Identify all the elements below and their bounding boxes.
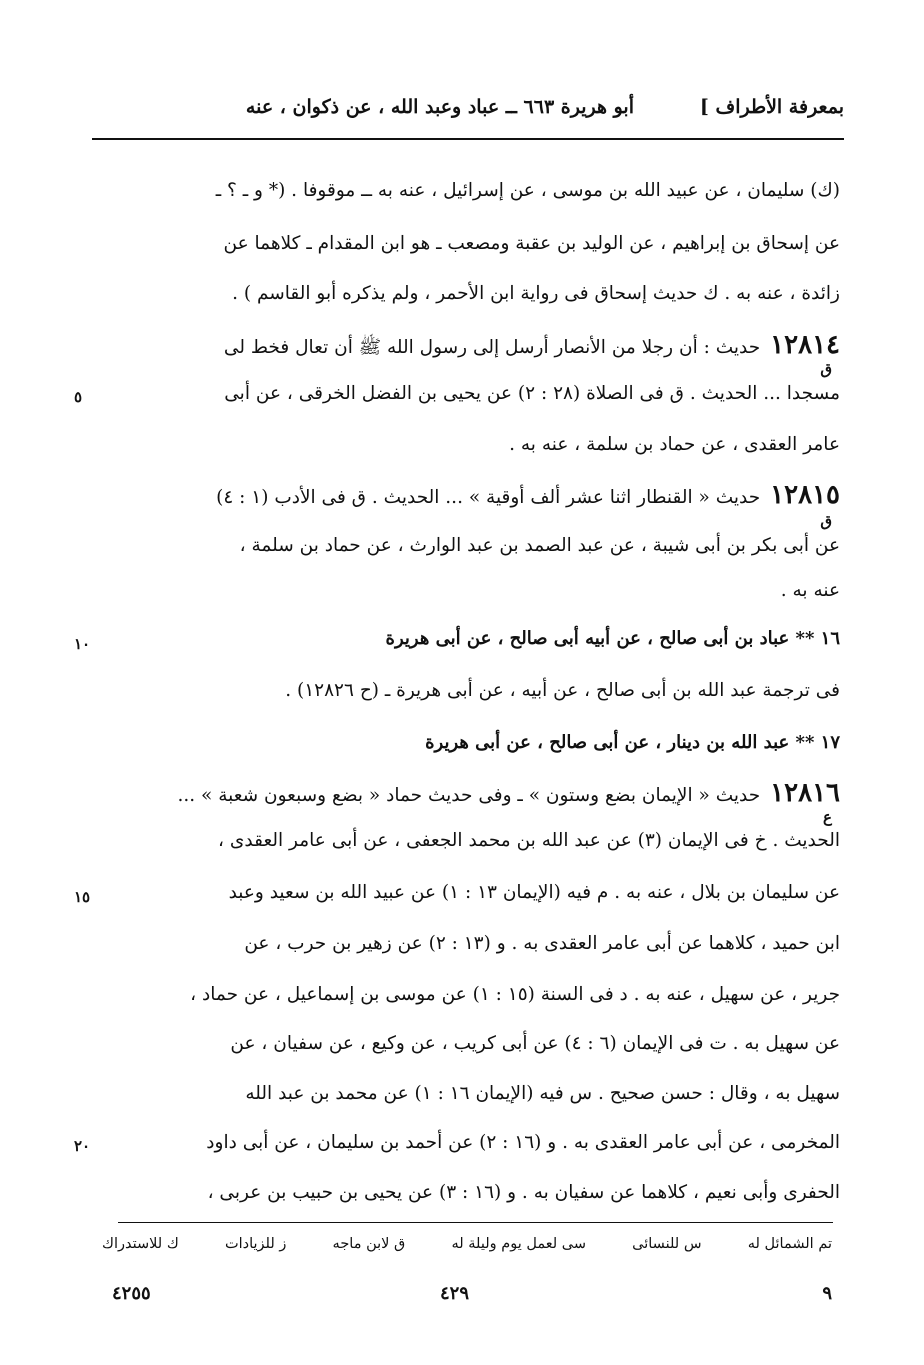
text-line: جرير ، عن سهيل ، عنه به . د فى السنة (١٥ : ١) عن موسى بن إسماعيل ، عن حماد ،	[190, 984, 840, 1005]
siglum: ق	[820, 512, 832, 530]
text-line: عامر العقدى ، عن حماد بن سلمة ، عنه به .	[509, 434, 840, 455]
running-header	[92, 96, 844, 136]
margin-line-number: ٢٠	[74, 1137, 91, 1155]
serial-number: ٤٢٥٥	[112, 1283, 151, 1304]
volume-number: ٩	[822, 1283, 832, 1304]
text-line: عن أبى بكر بن أبى شيبة ، عن عبد الصمد بن عبد الوارث ، عن حماد بن سلمة ،	[239, 535, 840, 556]
siglum: ق	[820, 360, 832, 378]
hadith-text: حديث : أن رجلا من الأنصار أرسل إلى رسول الله ﷺ أن تعال فخط لى	[223, 337, 761, 358]
hadith-entry-12814	[120, 330, 840, 363]
abbrev-shamail: تم الشمائل له	[747, 1236, 832, 1252]
margin-line-number: ١٠	[74, 635, 91, 653]
text-line: مسجدا ... الحديث . ق فى الصلاة (٢٨ : ٢) عن يحيى بن الفضل الخرقى ، عن أبى	[224, 383, 840, 404]
section-heading-17: ١٧ ** عبد الله بن دينار ، عن أبى صالح ، عن أبى هريرة	[425, 732, 840, 753]
text-line: عن سهيل به . ت فى الإيمان (٦ : ٤) عن أبى كريب ، عن وكيع ، عن سفيان ، عن	[230, 1033, 840, 1054]
hadith-number: ١٢٨١٥	[770, 480, 840, 510]
hadith-number: ١٢٨١٤	[770, 330, 840, 360]
text-line: (ك) سليمان ، عن عبيد الله بن موسى ، عن إسرائيل ، عنه به ــ موقوفا . (* و ـ ؟ ـ	[215, 180, 840, 201]
hadith-text: حديث « الإيمان بضع وستون » ـ وفى حديث حماد « بضع وسبعون شعبة » ...	[177, 785, 761, 806]
hadith-number: ١٢٨١٦	[770, 778, 840, 808]
siglum: ع	[823, 808, 832, 826]
text-line: المخرمى ، عن أبى عامر العقدى به . و (١٦ : ٢) عن أحمد بن سليمان ، عن أبى داود	[206, 1132, 840, 1153]
abbrev-ibn-majah: ق لابن ماجه	[332, 1236, 406, 1252]
abbrev-amal-yawm: سى لعمل يوم وليلة له	[451, 1236, 586, 1252]
text-line: ابن حميد ، كلاهما عن أبى عامر العقدى به . و (١٣ : ٢) عن زهير بن حرب ، عن	[244, 933, 840, 954]
text-line: زائدة ، عنه به . ك حديث إسحاق فى رواية ابن الأحمر ، ولم يذكره أبو القاسم ) .	[232, 283, 840, 304]
abbrev-ziyadat: ز للزيادات	[224, 1236, 287, 1252]
margin-line-number: ١٥	[74, 888, 91, 906]
page-number: ٤٢٩	[440, 1283, 470, 1304]
text-line: عن سليمان بن بلال ، عنه به . م فيه (الإيمان ١٣ : ١) عن عبيد الله بن سعيد وعبد	[228, 882, 840, 903]
margin-line-number: ٥	[74, 388, 83, 406]
section-heading-16: ١٦ ** عباد بن أبى صالح ، عن أبيه أبى صالح ، عن أبى هريرة	[385, 628, 840, 649]
abbrev-nasai: س للنسائى	[632, 1236, 702, 1252]
footnote-rule	[118, 1222, 833, 1223]
header-book-title: بمعرفة الأطراف ]	[699, 96, 844, 118]
hadith-entry-12816	[120, 778, 840, 808]
text-line: الحفرى وأبى نعيم ، كلاهما عن سفيان به . و (١٦ : ٣) عن يحيى بن حبيب بن عربى ،	[207, 1182, 840, 1203]
abbrev-istidrak: ك للاستدراك	[102, 1236, 179, 1252]
text-line: عن إسحاق بن إبراهيم ، عن الوليد بن عقبة ومصعب ـ هو ابن المقدام ـ كلاهما عن	[223, 233, 840, 254]
text-line: عنه به .	[780, 580, 840, 601]
hadith-entry-12815	[120, 480, 840, 510]
abbreviations-footnote	[102, 1236, 832, 1252]
text-line: فى ترجمة عبد الله بن أبى صالح ، عن أبيه ، عن أبى هريرة ـ (ح ١٢٨٢٦) .	[285, 680, 840, 701]
text-line: الحديث . خ فى الإيمان (٣) عن عبد الله بن محمد الجعفى ، عن أبى عامر العقدى ،	[218, 830, 840, 851]
header-rule	[92, 138, 844, 140]
hadith-text: حديث « القنطار اثنا عشر ألف أوقية » ... الحديث . ق فى الأدب (١ : ٤)	[216, 487, 761, 508]
header-section: أبو هريرة ٦٦٣ ــ عباد وعبد الله ، عن ذكوان ، عنه	[245, 96, 634, 118]
text-line: سهيل به ، وقال : حسن صحيح . س فيه (الإيمان ١٦ : ١) عن محمد بن عبد الله	[245, 1083, 840, 1104]
